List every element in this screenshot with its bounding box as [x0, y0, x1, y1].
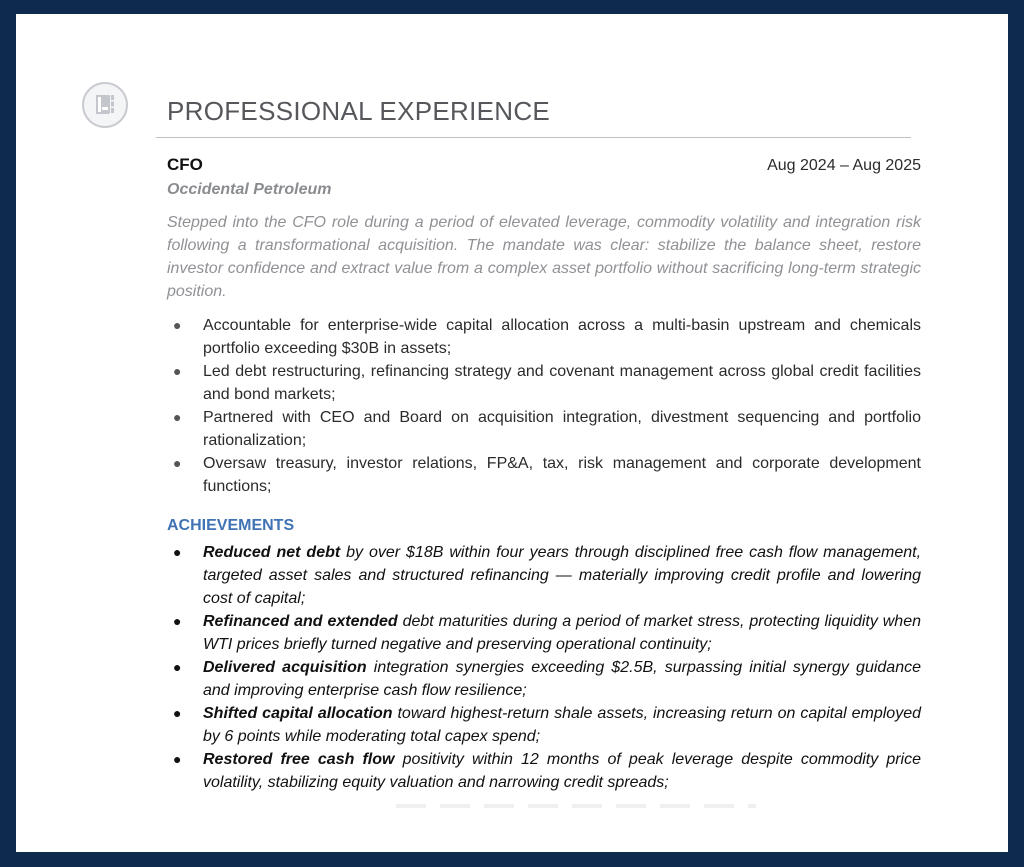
section-divider [156, 137, 911, 138]
achievement-text: positivity within 12 months of peak leverage despite commodity price volatility, stabilizing equity valuation and narrowing credit spreads; [203, 751, 922, 791]
achievement-text: by over $18B within four years through disciplined free cash flow management, targeted asset sales and structured refinancing — materially improving credit profile and lowering cost of capital; [203, 544, 922, 607]
list-item [167, 406, 921, 452]
role-dates: Aug 2024 – Aug 2025 [767, 157, 921, 174]
responsibility-text: Oversaw treasury, investor relations, FP&A, tax, risk management and corporate development functions; [203, 455, 921, 495]
achievement-lead: Shifted capital allocation [203, 705, 393, 722]
bullet-icon: ● [173, 363, 182, 379]
faded-text-strip [396, 804, 756, 808]
resume-page [16, 14, 1008, 852]
bullet-icon: ● [173, 409, 182, 425]
list-item [167, 452, 921, 498]
bullet-icon: ● [173, 705, 182, 721]
bullet-icon: ● [173, 613, 182, 629]
achievements-heading: ACHIEVEMENTS [167, 517, 295, 534]
bullet-icon: ● [173, 751, 182, 767]
list-item [167, 610, 921, 656]
role-title: CFO [167, 155, 203, 174]
achievement-text: integration synergies exceeding $2.5B, surpassing initial synergy guidance and improving enterprise cash flow resilience; [203, 659, 922, 699]
bullet-icon: ● [173, 659, 182, 675]
responsibility-text: Partnered with CEO and Board on acquisition integration, divestment sequencing and portfolio rationalization; [203, 409, 921, 449]
list-item [167, 748, 921, 794]
achievement-lead: Delivered acquisition [203, 659, 367, 676]
list-item [167, 360, 921, 406]
achievement-text: toward highest-return shale assets, increasing return on capital employed by 6 points while moderating total capex spend; [203, 705, 921, 745]
bullet-icon: ● [173, 544, 182, 560]
achievement-lead: Reduced net debt [203, 544, 341, 561]
bullet-icon: ● [173, 455, 182, 471]
resume-book-icon [82, 82, 128, 128]
company-name: Occidental Petroleum [167, 181, 332, 198]
role-summary: Stepped into the CFO role during a period of elevated leverage, commodity volatility and integration risk following a transformational acquisition. The mandate was clear: stabilize the balance sheet, restore investor confidence and extract value from a complex asset portfolio without sacrificing long-term strategic position. [167, 214, 921, 300]
responsibility-text: Led debt restructuring, refinancing strategy and covenant management across global credit facilities and bond markets; [203, 363, 921, 403]
responsibility-text: Accountable for enterprise-wide capital allocation across a multi-basin upstream and chemicals portfolio exceeding $30B in assets; [203, 317, 921, 357]
achievement-lead: Restored free cash flow [203, 751, 395, 768]
achievements-list [167, 541, 921, 794]
experience-entry [167, 153, 921, 794]
bullet-icon: ● [173, 317, 182, 333]
list-item [167, 656, 921, 702]
list-item [167, 314, 921, 360]
section-title: PROFESSIONAL EXPERIENCE [167, 96, 551, 126]
role-header [167, 153, 921, 177]
list-item [167, 702, 921, 748]
responsibilities-list [167, 314, 921, 498]
list-item [167, 541, 921, 610]
achievement-text: debt maturities during a period of market stress, protecting liquidity when WTI prices briefly turned negative and preserving operational continuity; [203, 613, 921, 653]
achievement-lead: Refinanced and extended [203, 613, 398, 630]
